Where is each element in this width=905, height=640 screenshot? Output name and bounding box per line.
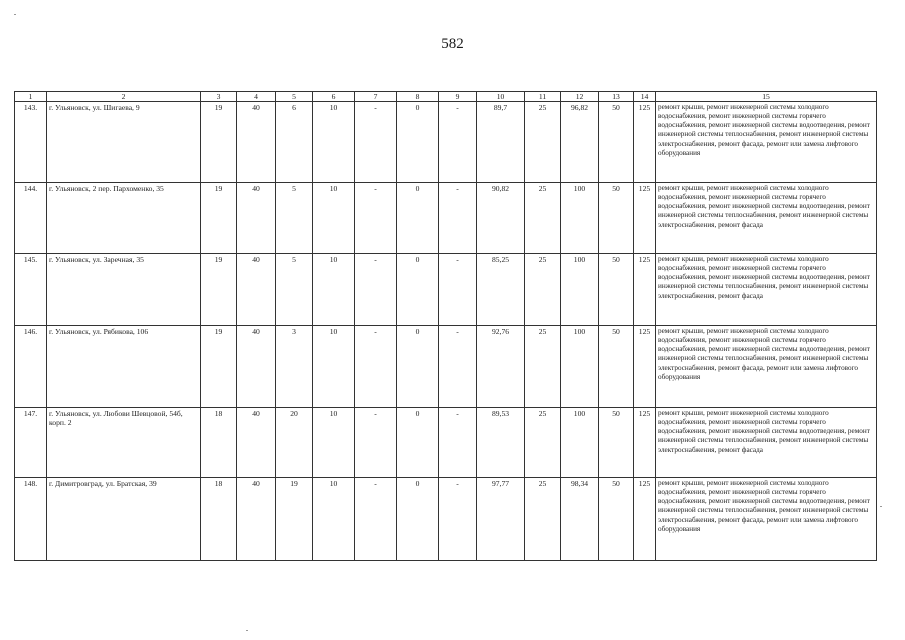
col11-cell: 25: [525, 478, 561, 561]
col4-cell: 40: [237, 408, 276, 478]
col5-cell: 5: [276, 183, 313, 254]
column-number-header: [15, 92, 877, 102]
col11-cell: 25: [525, 254, 561, 326]
col9-cell: -: [439, 254, 477, 326]
col9-cell: -: [439, 102, 477, 183]
col5-cell: 19: [276, 478, 313, 561]
column-header-1: 1: [15, 92, 47, 102]
col11-cell: 25: [525, 408, 561, 478]
col13-cell: 50: [599, 408, 634, 478]
col14-cell: 125: [634, 254, 656, 326]
col10-cell: 89,53: [477, 408, 525, 478]
col3-cell: 19: [201, 254, 237, 326]
col6-cell: 10: [313, 254, 355, 326]
col7-cell: -: [355, 478, 397, 561]
row-number: 144.: [15, 183, 47, 254]
col4-cell: 40: [237, 326, 276, 408]
table-row: [15, 478, 877, 561]
col13-cell: 50: [599, 326, 634, 408]
address-cell: г. Ульяновск, ул. Рябикова, 106: [47, 326, 201, 408]
repair-works-cell: ремонт крыши, ремонт инженерной системы холодного водоснабжения, ремонт инженерной системы горячего водоснабжения, ремонт инженерной системы водоотведения, ремонт инженерной системы теплоснабжения, ремонт инженерной системы электроснабжения, ремонт фасада, ремонт или замена лифтового оборудования: [656, 326, 877, 408]
table-row: [15, 183, 877, 254]
col14-cell: 125: [634, 408, 656, 478]
col10-cell: 85,25: [477, 254, 525, 326]
table-row: [15, 326, 877, 408]
column-header-13: 13: [599, 92, 634, 102]
col13-cell: 50: [599, 478, 634, 561]
col11-cell: 25: [525, 183, 561, 254]
col12-cell: 100: [561, 183, 599, 254]
col7-cell: -: [355, 102, 397, 183]
repair-works-cell: ремонт крыши, ремонт инженерной системы холодного водоснабжения, ремонт инженерной системы горячего водоснабжения, ремонт инженерной системы водоотведения, ремонт инженерной системы теплоснабжения, ремонт инженерной системы электроснабжения, ремонт фасада, ремонт или замена лифтового оборудования: [656, 478, 877, 561]
col11-cell: 25: [525, 102, 561, 183]
row-number: 145.: [15, 254, 47, 326]
col7-cell: -: [355, 254, 397, 326]
col8-cell: 0: [397, 102, 439, 183]
col14-cell: 125: [634, 102, 656, 183]
col8-cell: 0: [397, 326, 439, 408]
col7-cell: -: [355, 183, 397, 254]
col3-cell: 19: [201, 326, 237, 408]
col8-cell: 0: [397, 478, 439, 561]
repair-works-cell: ремонт крыши, ремонт инженерной системы холодного водоснабжения, ремонт инженерной системы горячего водоснабжения, ремонт инженерной системы водоотведения, ремонт инженерной системы теплоснабжения, ремонт инженерной системы электроснабжения, ремонт фасада: [656, 254, 877, 326]
col4-cell: 40: [237, 102, 276, 183]
col3-cell: 18: [201, 478, 237, 561]
repair-works-cell: ремонт крыши, ремонт инженерной системы холодного водоснабжения, ремонт инженерной системы горячего водоснабжения, ремонт инженерной системы водоотведения, ремонт инженерной системы теплоснабжения, ремонт инженерной системы электроснабжения, ремонт фасада: [656, 408, 877, 478]
table-row: [15, 254, 877, 326]
col5-cell: 5: [276, 254, 313, 326]
col10-cell: 89,7: [477, 102, 525, 183]
col12-cell: 98,34: [561, 478, 599, 561]
column-header-5: 5: [276, 92, 313, 102]
column-header-3: 3: [201, 92, 237, 102]
col5-cell: 6: [276, 102, 313, 183]
housing-repair-table: [14, 91, 877, 561]
page-number: 582: [441, 36, 464, 52]
column-header-15: 15: [656, 92, 877, 102]
col14-cell: 125: [634, 183, 656, 254]
row-number: 148.: [15, 478, 47, 561]
column-header-7: 7: [355, 92, 397, 102]
scan-speck: [246, 630, 248, 631]
column-header-12: 12: [561, 92, 599, 102]
col3-cell: 19: [201, 183, 237, 254]
col8-cell: 0: [397, 408, 439, 478]
repair-works-cell: ремонт крыши, ремонт инженерной системы холодного водоснабжения, ремонт инженерной системы горячего водоснабжения, ремонт инженерной системы водоотведения, ремонт инженерной системы теплоснабжения, ремонт инженерной системы электроснабжения, ремонт фасада, ремонт или замена лифтового оборудования: [656, 102, 877, 183]
col6-cell: 10: [313, 408, 355, 478]
col3-cell: 19: [201, 102, 237, 183]
col4-cell: 40: [237, 254, 276, 326]
address-cell: г. Димитровград, ул. Братская, 39: [47, 478, 201, 561]
col6-cell: 10: [313, 326, 355, 408]
column-header-4: 4: [237, 92, 276, 102]
col4-cell: 40: [237, 183, 276, 254]
column-header-6: 6: [313, 92, 355, 102]
col5-cell: 3: [276, 326, 313, 408]
col10-cell: 90,82: [477, 183, 525, 254]
col8-cell: 0: [397, 183, 439, 254]
col9-cell: -: [439, 478, 477, 561]
column-header-10: 10: [477, 92, 525, 102]
row-number: 146.: [15, 326, 47, 408]
column-header-9: 9: [439, 92, 477, 102]
col12-cell: 100: [561, 408, 599, 478]
col9-cell: -: [439, 183, 477, 254]
col12-cell: 96,82: [561, 102, 599, 183]
row-number: 147.: [15, 408, 47, 478]
col9-cell: -: [439, 326, 477, 408]
col6-cell: 10: [313, 102, 355, 183]
col6-cell: 10: [313, 478, 355, 561]
col10-cell: 92,76: [477, 326, 525, 408]
col4-cell: 40: [237, 478, 276, 561]
col13-cell: 50: [599, 102, 634, 183]
table-row: [15, 408, 877, 478]
table-row: [15, 102, 877, 183]
column-header-2: 2: [47, 92, 201, 102]
scan-speck: [14, 14, 16, 15]
repair-works-cell: ремонт крыши, ремонт инженерной системы холодного водоснабжения, ремонт инженерной системы горячего водоснабжения, ремонт инженерной системы водоотведения, ремонт инженерной системы теплоснабжения, ремонт инженерной системы электроснабжения, ремонт фасада: [656, 183, 877, 254]
col12-cell: 100: [561, 254, 599, 326]
col14-cell: 125: [634, 326, 656, 408]
address-cell: г. Ульяновск, ул. Любови Шевцовой, 54б, корп. 2: [47, 408, 201, 478]
col5-cell: 20: [276, 408, 313, 478]
col13-cell: 50: [599, 254, 634, 326]
address-cell: г. Ульяновск, ул. Заречная, 35: [47, 254, 201, 326]
scan-speck: [880, 506, 882, 507]
col12-cell: 100: [561, 326, 599, 408]
address-cell: г. Ульяновск, 2 пер. Пархоменко, 35: [47, 183, 201, 254]
col7-cell: -: [355, 408, 397, 478]
col13-cell: 50: [599, 183, 634, 254]
address-cell: г. Ульяновск, ул. Шигаева, 9: [47, 102, 201, 183]
col8-cell: 0: [397, 254, 439, 326]
row-number: 143.: [15, 102, 47, 183]
col11-cell: 25: [525, 326, 561, 408]
col10-cell: 97,77: [477, 478, 525, 561]
column-header-11: 11: [525, 92, 561, 102]
column-header-8: 8: [397, 92, 439, 102]
col14-cell: 125: [634, 478, 656, 561]
col7-cell: -: [355, 326, 397, 408]
col3-cell: 18: [201, 408, 237, 478]
column-header-14: 14: [634, 92, 656, 102]
col6-cell: 10: [313, 183, 355, 254]
col9-cell: -: [439, 408, 477, 478]
